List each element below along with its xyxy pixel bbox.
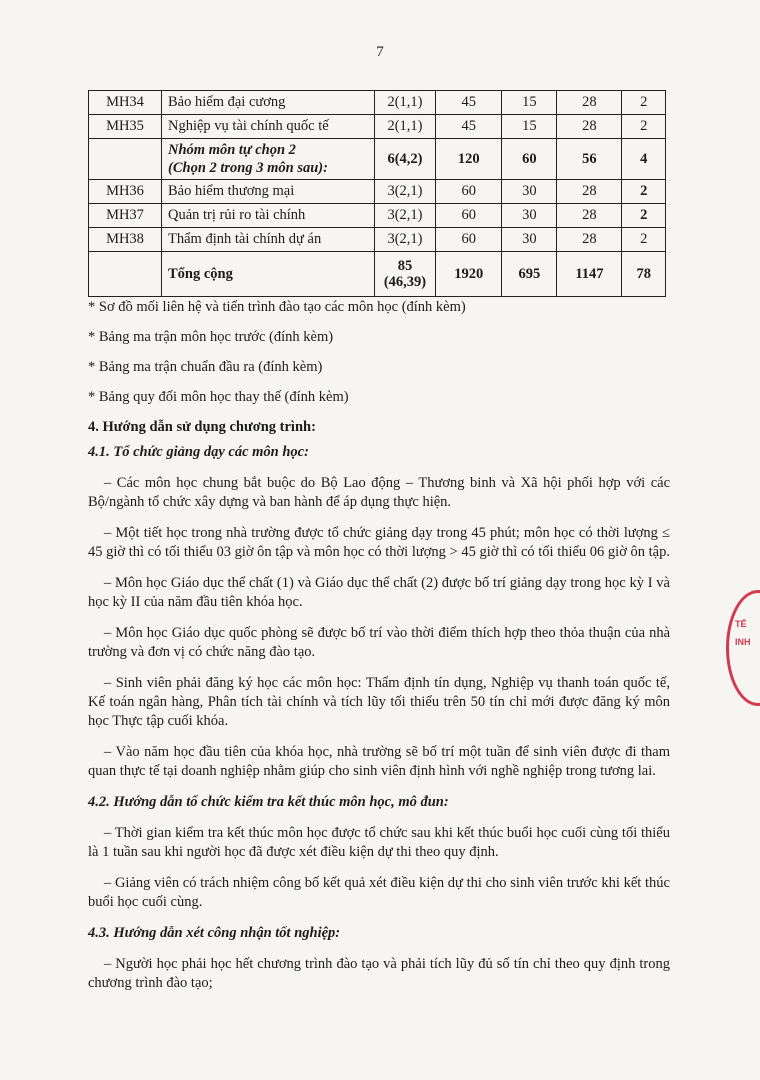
course-theory-hours: 30 <box>502 180 557 204</box>
seal-text-line: TẾ <box>735 619 747 629</box>
course-credits: 2(1,1) <box>375 115 436 139</box>
course-practice-hours: 28 <box>557 228 622 252</box>
paragraph: – Giảng viên có trách nhiệm công bố kết quả xét điều kiện dự thi cho sinh viên trước khi kết thúc buổi học cuối cùng. <box>88 875 670 910</box>
table-row <box>89 180 666 204</box>
course-exam-hours: 2 <box>622 91 666 115</box>
course-code <box>89 139 162 180</box>
attachment-note: * Sơ đồ mối liên hệ và tiến trình đào tạo các môn học (đính kèm) <box>88 299 466 315</box>
course-practice-hours: 56 <box>557 139 622 180</box>
course-practice-hours: 28 <box>557 180 622 204</box>
course-exam-hours: 2 <box>622 115 666 139</box>
course-practice-hours: 28 <box>557 115 622 139</box>
attachment-note: * Bảng quy đổi môn học thay thế (đính kèm) <box>88 389 349 405</box>
table-row <box>89 204 666 228</box>
total-hours: 1920 <box>436 252 502 297</box>
course-name: Bảo hiểm đại cương <box>162 91 375 115</box>
section-4-3-heading: 4.3. Hướng dẫn xét công nhận tốt nghiệp: <box>88 925 341 941</box>
course-code: MH38 <box>89 228 162 252</box>
elective-group-subtitle: (Chọn 2 trong 3 môn sau): <box>168 160 328 176</box>
course-credits: 2(1,1) <box>375 91 436 115</box>
total-exam-hours: 78 <box>622 252 666 297</box>
course-total-hours: 60 <box>436 228 502 252</box>
section-4-1-heading: 4.1. Tổ chức giảng dạy các môn học: <box>88 444 309 460</box>
paragraph: – Một tiết học trong nhà trường được tổ chức giảng dạy trong 45 phút; môn học có thời lượng ≤ 45 giờ thì có tối thiểu 03 giờ ôn tập và môn học có thời lượng > 45 giờ thì có tối thiểu 06 giờ ôn tập. <box>88 525 670 560</box>
document-body <box>88 298 670 1005</box>
table-row <box>89 91 666 115</box>
attachment-note: * Bảng ma trận chuẩn đầu ra (đính kèm) <box>88 359 323 375</box>
total-theory-hours: 695 <box>502 252 557 297</box>
paragraph: – Môn học Giáo dục thể chất (1) và Giáo dục thể chất (2) được bố trí giảng dạy trong học kỳ I và học kỳ II của năm đầu tiên khóa học. <box>88 575 670 610</box>
course-credits: 3(2,1) <box>375 204 436 228</box>
section-4-heading: 4. Hướng dẫn sử dụng chương trình: <box>88 419 316 435</box>
course-total-hours: 45 <box>436 115 502 139</box>
course-name: Quản trị rủi ro tài chính <box>162 204 375 228</box>
course-code: MH35 <box>89 115 162 139</box>
course-total-hours: 60 <box>436 204 502 228</box>
total-credits-split: (46,39) <box>383 274 427 290</box>
course-code: MH34 <box>89 91 162 115</box>
paragraph: – Thời gian kiểm tra kết thúc môn học được tổ chức sau khi kết thúc buổi học cuối cùng tối thiểu là 1 tuần sau khi người học đã được xét điều kiện dự thi theo quy định. <box>88 825 670 860</box>
paragraph: – Người học phải học hết chương trình đào tạo và phải tích lũy đủ số tín chỉ theo quy định trong chương trình đào tạo; <box>88 956 670 991</box>
seal-text-line: INH <box>735 637 751 647</box>
course-theory-hours: 15 <box>502 91 557 115</box>
page-number: 7 <box>376 44 384 60</box>
course-practice-hours: 28 <box>557 204 622 228</box>
table-row <box>89 228 666 252</box>
elective-group-row <box>89 139 666 180</box>
course-credits: 3(2,1) <box>375 228 436 252</box>
course-credits: 3(2,1) <box>375 180 436 204</box>
total-label: Tổng cộng <box>162 252 375 297</box>
course-name: Thẩm định tài chính dự án <box>162 228 375 252</box>
course-total-hours: 45 <box>436 91 502 115</box>
paragraph: – Vào năm học đầu tiên của khóa học, nhà trường sẽ bố trí một tuần để sinh viên được đi tham quan thực tế tại doanh nghiệp nhằm giúp cho sinh viên định hình với nghề nghiệp trong tương lai. <box>88 744 670 779</box>
course-name: Nghiệp vụ tài chính quốc tế <box>162 115 375 139</box>
curriculum-table <box>88 90 666 297</box>
elective-group-title: Nhóm môn tự chọn 2 <box>168 142 296 158</box>
course-theory-hours: 60 <box>502 139 557 180</box>
course-total-hours: 60 <box>436 180 502 204</box>
elective-group-name <box>162 139 375 180</box>
total-practice-hours: 1147 <box>557 252 622 297</box>
total-credits <box>375 252 436 297</box>
total-row <box>89 252 666 297</box>
paragraph: – Sinh viên phải đăng ký học các môn học: Thẩm định tín dụng, Nghiệp vụ thanh toán quốc tế, Kế toán ngân hàng, Phân tích tài chính và tích lũy tối thiểu trên 50 tín chỉ mới được đăng ký môn học Thực tập cuối khóa. <box>88 675 670 729</box>
course-exam-hours: 2 <box>622 228 666 252</box>
course-total-hours: 120 <box>436 139 502 180</box>
course-theory-hours: 30 <box>502 228 557 252</box>
course-name: Bảo hiểm thương mại <box>162 180 375 204</box>
course-practice-hours: 28 <box>557 91 622 115</box>
course-code: MH36 <box>89 180 162 204</box>
course-exam-hours: 2 <box>622 180 666 204</box>
total-credits-value: 85 <box>397 258 413 274</box>
course-exam-hours: 4 <box>622 139 666 180</box>
section-4-2-heading: 4.2. Hướng dẫn tổ chức kiểm tra kết thúc môn học, mô đun: <box>88 794 449 810</box>
course-theory-hours: 15 <box>502 115 557 139</box>
course-code: MH37 <box>89 204 162 228</box>
official-seal <box>726 590 760 706</box>
table-row <box>89 115 666 139</box>
course-credits: 6(4,2) <box>375 139 436 180</box>
course-exam-hours: 2 <box>622 204 666 228</box>
course-theory-hours: 30 <box>502 204 557 228</box>
paragraph: – Môn học Giáo dục quốc phòng sẽ được bố trí vào thời điểm thích hợp theo thỏa thuận của nhà trường và đơn vị có chức năng đào tạo. <box>88 625 670 660</box>
total-code-cell <box>89 252 162 297</box>
attachment-note: * Bảng ma trận môn học trước (đính kèm) <box>88 329 334 345</box>
paragraph: – Các môn học chung bắt buộc do Bộ Lao động – Thương binh và Xã hội phối hợp với các Bộ/ngành tổ chức xây dựng và ban hành để áp dụng thực hiện. <box>88 475 670 510</box>
